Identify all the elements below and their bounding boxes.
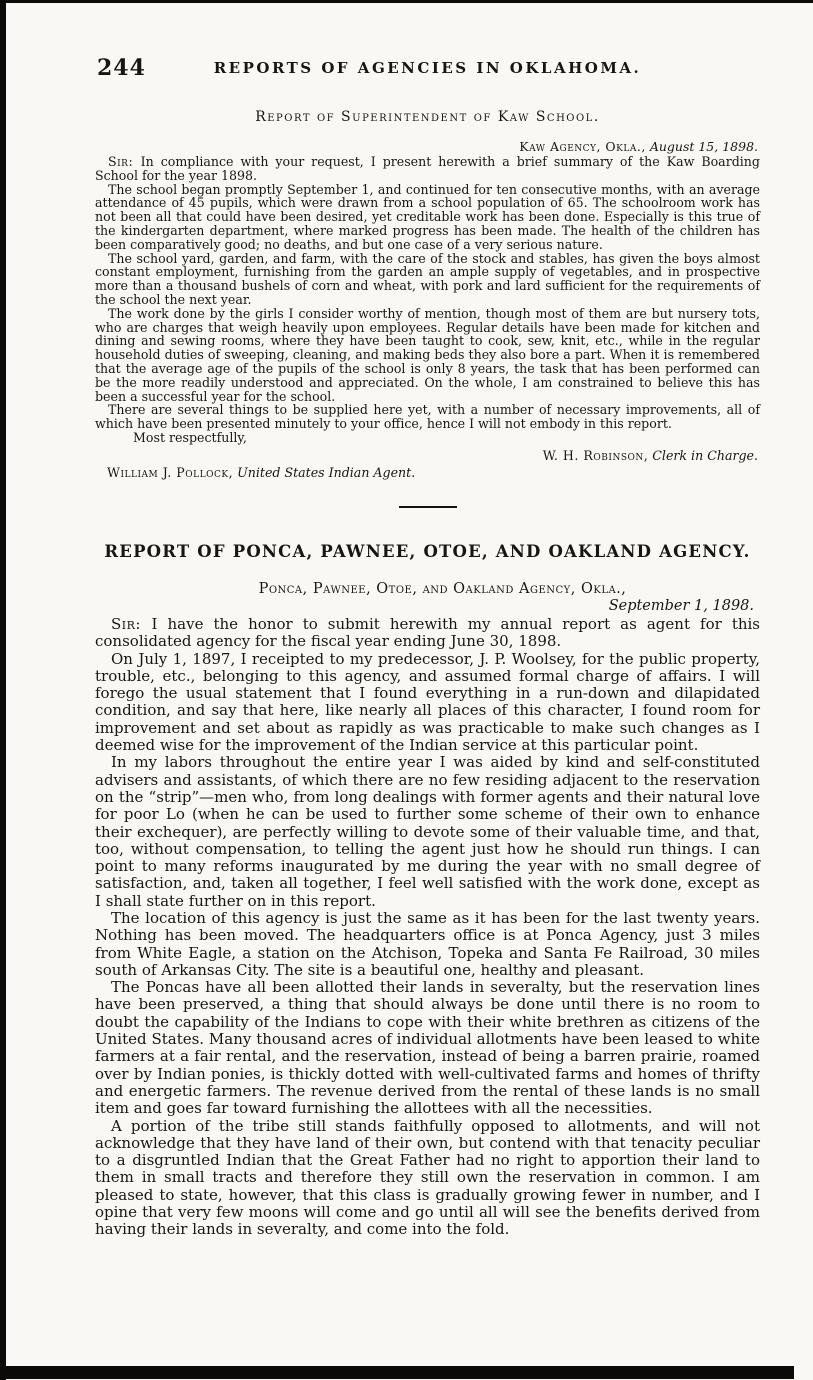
kaw-report-title: Report of Superintendent of Kaw School. xyxy=(255,109,600,125)
paragraph: The school yard, garden, and farm, with the care of the stock and stables, has given the boys almost constant employment, furnishing from the garden an ample supply of vegetables, and in prospective more than a thousand bushels of corn and wheat, with pork and lard sufficient for the requirements of the school the next year. xyxy=(95,250,760,307)
kaw-dateline xyxy=(95,139,758,154)
ponca-report-body xyxy=(95,616,760,1239)
kaw-signature-clerk xyxy=(95,448,758,463)
kaw-clerk-title: Clerk in Charge. xyxy=(652,447,758,463)
paragraph: The work done by the girls I consider worthy of mention, though most of them are but nursery tots, who are charges that weigh heavily upon employees. Regular details have been made for kitchen and dining and sewing rooms, where they have been taught to cook, sew, knit, etc., while in the regular household duties of sweeping, cleaning, and making beds they also bore a part. When it is remembered that the average age of the pupils of the school is only 8 years, the task that has been performed can be the more readily understood and appreciated. On the whole, I am constrained to believe this has been a successful year for the school. xyxy=(95,305,760,404)
ponca-dateline-place: Ponca, Pawnee, Otoe, and Oakland Agency, Okla., xyxy=(258,580,627,597)
scan-edge-bottom xyxy=(6,1366,794,1379)
kaw-closing: Most respectfully, xyxy=(133,429,247,445)
paragraph: A portion of the tribe still stands faithfully opposed to allotments, and will not acknowledge that they have land of their own, but contend with that tenacity peculiar to a disgruntled Indian that the Great Father had no right to apportion their land to them in small tracts and therefore they still own the reservation in common. I am pleased to state, however, that this class is gradually growing fewer in number, and I opine that very few moons will come and go until all will see the benefits derived from having their lands in severalty, and come into the fold. xyxy=(95,1116,760,1239)
kaw-agent-title: United States Indian Agent. xyxy=(237,464,416,480)
kaw-report-body xyxy=(95,155,760,431)
paragraph-lead: Sir: xyxy=(108,154,141,169)
paragraph: In my labors throughout the entire year I was aided by kind and self-constituted advisers and assistants, of which there are no few residing adjacent to the reservation on the “strip”—men who, from long dealings with former agents and their natural love for poor Lo (when he can be used to further some scheme of their own to enhance their exchequer), are perfectly willing to devote some of their valuable time, and that, too, without compensation, to telling the agent just how he should run things. I can point to many reforms inaugurated by me during the year with no small degree of satisfaction, and, taken all together, I feel well satisfied with the work done, except as I shall state further on in this report. xyxy=(95,753,760,910)
paragraph: There are several things to be supplied here yet, with a number of necessary improvements, all of which have been presented minutely to your office, hence I will not embody in this report. xyxy=(95,402,760,432)
kaw-dateline-date: August 15, 1898. xyxy=(649,139,758,154)
ponca-dateline-date: September 1, 1898. xyxy=(608,597,754,614)
kaw-agent-name: William J. Pollock, xyxy=(107,464,234,480)
running-head: REPORTS OF AGENCIES IN OKLAHOMA. xyxy=(213,59,642,77)
ponca-report-title: REPORT OF PONCA, PAWNEE, OTOE, AND OAKLAND AGENCY. xyxy=(104,541,751,561)
section-divider-rule xyxy=(399,506,457,508)
paragraph: Sir: In compliance with your request, I present herewith a brief summary of the Kaw Boarding School for the year 1898. xyxy=(95,154,760,183)
kaw-dateline-place: Kaw Agency, Okla., xyxy=(519,139,646,154)
scan-edge-left xyxy=(0,0,6,1380)
page-number: 244 xyxy=(97,55,146,81)
kaw-clerk-name: W. H. Robinson, xyxy=(542,447,649,463)
paragraph: The school began promptly September 1, and continued for ten consecutive months, with an average attendance of 45 pupils, which were drawn from a school population of 65. The schoolroom work has not been all that could have been desired, yet creditable work has been done. Especially is this true of the kindergarten department, where marked progress has been made. The health of the children has been comparatively good; no deaths, and but one case of a very serious nature. xyxy=(95,181,760,252)
paragraph: The Poncas have all been allotted their lands in severalty, but the reservation lines have been preserved, a thing that should always be done until there is no room to doubt the capability of the Indians to cope with their white brethren as citizens of the United States. Many thousand acres of individual allotments have been leased to white farmers at a fair rental, and the reservation, instead of being a barren prairie, roamed over by Indian ponies, is thickly dotted with well-cultivated farms and homes of thrifty and energetic farmers. The revenue derived from the rental of these lands is no small item and goes far toward furnishing the allottees with all the necessities. xyxy=(95,978,760,1118)
page-content xyxy=(95,55,760,1239)
page-header xyxy=(95,55,760,85)
paragraph: The location of this agency is just the same as it has been for the last twenty years. Nothing has been moved. The headquarters office is at Ponca Agency, just 3 miles from White Eagle, a station on the Atchison, Topeka and Santa Fe Railroad, 30 miles south of Arkansas City. The site is a beautiful one, healthy and pleasant. xyxy=(95,908,760,979)
scan-edge-top xyxy=(0,0,813,3)
kaw-signature-agent xyxy=(107,465,760,480)
ponca-report-section xyxy=(95,542,760,1239)
paragraph-lead: Sir: xyxy=(111,614,152,633)
kaw-report-section xyxy=(95,109,760,480)
paragraph: On July 1, 1897, I receipted to my predecessor, J. P. Woolsey, for the public property, trouble, etc., belonging to this agency, and assumed formal charge of affairs. I will forego the usual statement that I found everything in a run-down and dilapidated condition, and say that here, like nearly all places of this character, I found room for improvement and set about as rapidly as was practicable to make such changes as I deemed wise for the improvement of the Indian service at this particular point. xyxy=(95,649,760,755)
paragraph: Sir: I have the honor to submit herewith my annual report as agent for this consolidated agency for the fiscal year ending June 30, 1898. xyxy=(95,614,761,651)
